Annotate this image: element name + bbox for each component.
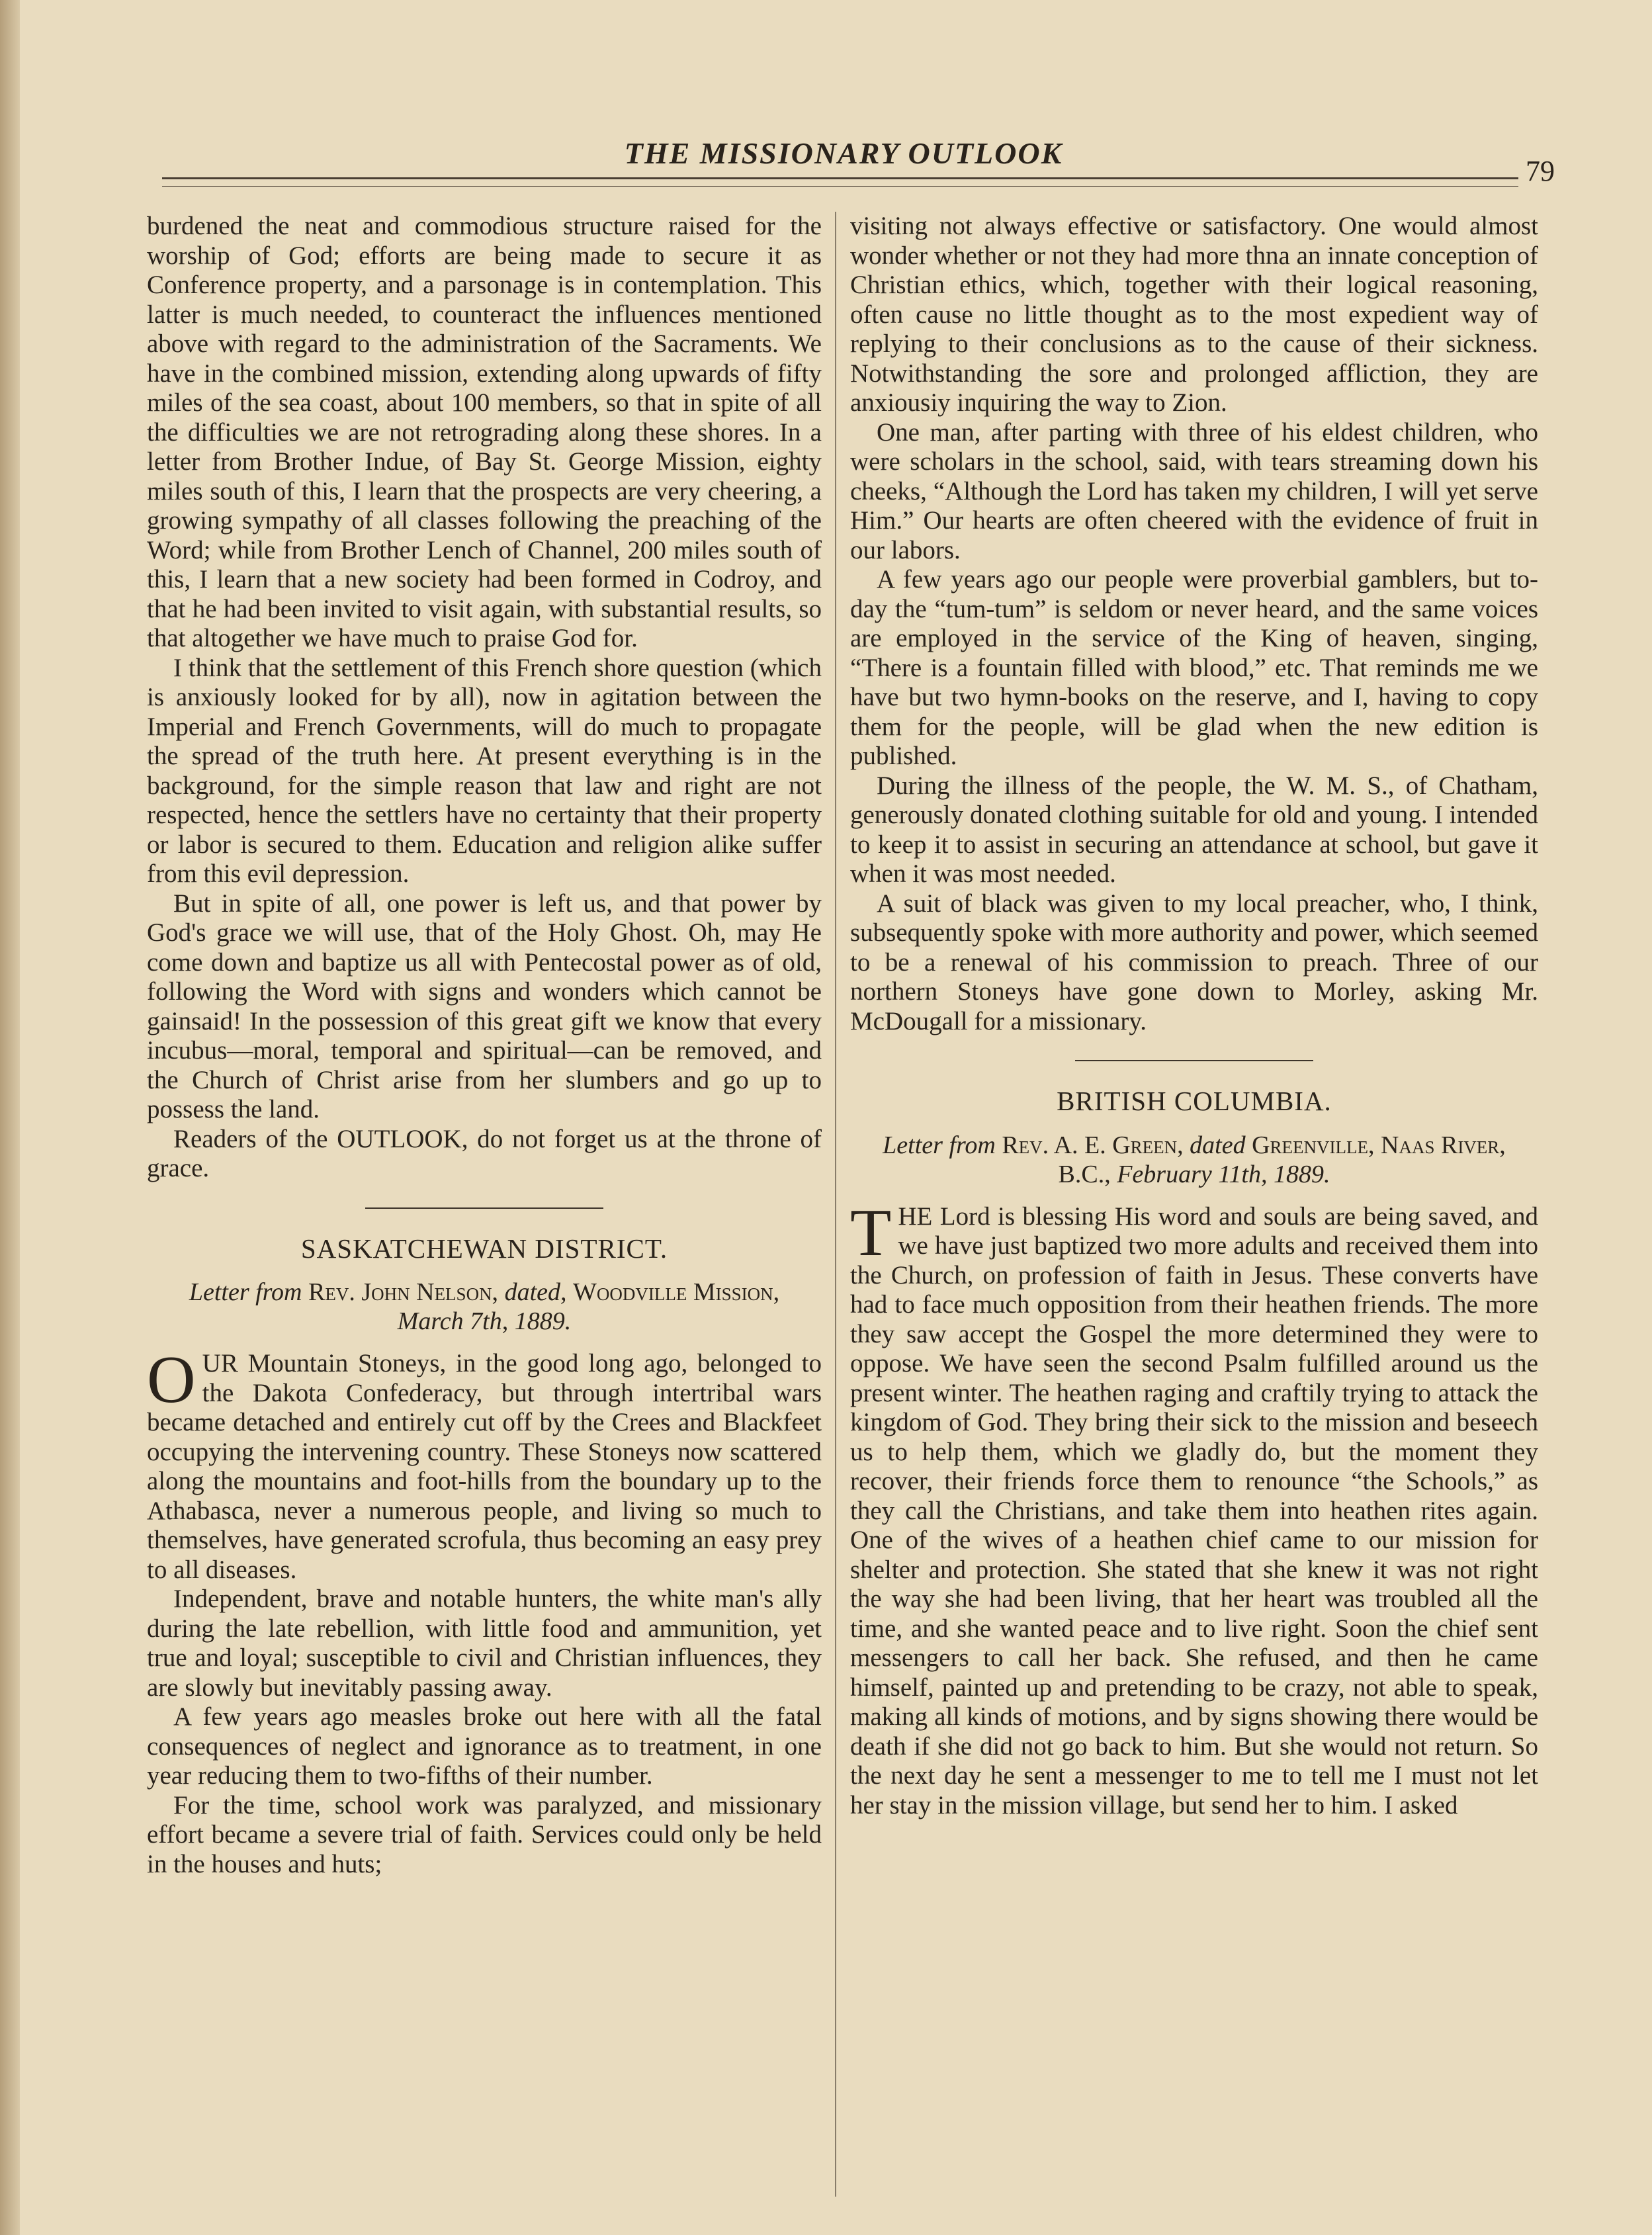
- right-column: [850, 212, 1538, 2210]
- paragraph: Independent, brave and notable hunters, the white man's ally during the late rebellion, with little food and ammunition, yet true and loyal; susceptible to civil and Christian influences, they are slowly but inevitably passing away.: [147, 1585, 822, 1702]
- paragraph: A few years ago our people were proverbial gamblers, but to-day the “tum-tum” is seldom or never heard, and the same voices are employed in the service of the King of heaven, singing, “There is a fountain filled with blood,” etc. That reminds me we have but two hymn-books on the reserve, and I, having to copy them for the people, will be glad when the new edition is published.: [850, 565, 1538, 770]
- paragraph: visiting not always effective or satisfactory. One would almost wonder whether or not they had more thna an innate conception of Christian ethics, which, together with their logical reasoning, often cause no little thought as to the most expedient way of replying to their conclusions as to the cause of their sickness. Notwithstanding the sore and prolonged affliction, they are anxiousiy inquiring the way to Zion.: [850, 212, 1538, 417]
- paragraph: I think that the settlement of this French shore question (which is anxiously looked for by all), now in agitation between the Imperial and French Governments, will do much to propagate the spread of the truth here. At present everything is in the background, for the simple reason that law and right are not respected, hence the settlers have no certainty that their property or labor is secured to them. Education and religion alike suffer from this evil depression.: [147, 653, 822, 888]
- letter-author: Rev. A. E. Green,: [1002, 1131, 1184, 1159]
- paragraph: A few years ago measles broke out here with all the fatal consequences of neglect and ignorance as to treatment, in one year reducing them to two-fifths of their number.: [147, 1702, 822, 1790]
- paragraph: For the time, school work was paralyzed, and missionary effort became a severe trial of faith. Services could only be held in the houses and huts;: [147, 1790, 822, 1878]
- section-title: BRITISH COLUMBIA.: [1057, 1086, 1332, 1116]
- letter-heading: [857, 1131, 1532, 1189]
- letter-place: Woodville Mission,: [573, 1278, 780, 1306]
- letter-place: Greenville, Naas River, B.C.,: [1058, 1131, 1506, 1188]
- header-rule: [162, 177, 1518, 187]
- paragraph: Readers of the OUTLOOK, do not forget us at the throne of grace.: [147, 1124, 822, 1182]
- paragraph: burdened the neat and commodious structure raised for the worship of God; efforts are being made to secure it as Conference property, and a parsonage is in contemplation. This latter is much needed, to counteract the influences mentioned above with regard to the administration of the Sacraments. We have in the combined mission, extending along upwards of fifty miles of the sea coast, about 100 members, so that in spite of all the difficulties we are not retrograding along these shores. In a letter from Brother Indue, of Bay St. George Mission, eighty miles south of this, I learn that the prospects are very cheering, a growing sympathy of all classes following the preaching of the Word; while from Brother Lench of Channel, 200 miles south of this, I learn that a new society had been formed in Codroy, and that he had been invited to visit again, with substantial results, so that altogether we have much to praise God for.: [147, 212, 822, 652]
- paragraph-text: UR Mountain Stoneys, in the good long ago, belonged to the Dakota Confederacy, but through intertribal wars became detached and entirely cut off by the Crees and Blackfeet occupying the intervening country. These Stoneys now scattered along the mountains and foot-hills from the boundary up to the Athabasca, never a numerous people, and living so much to themselves, have generated scrofula, thus becoming an easy prey to all diseases.: [147, 1349, 822, 1584]
- left-column: [147, 212, 822, 2210]
- section-divider: [365, 1207, 603, 1209]
- paragraph: But in spite of all, one power is left us, and that power by God's grace we will use, that of the Holy Ghost. Oh, may He come down and baptize us all with Pentecostal power as of old, following the Word with signs and wonders which cannot be gainsaid! In the possession of this great gift we know that every incubus—moral, temporal and spiritual—can be removed, and the Church of Christ arise from her slumbers and go up to possess the land.: [147, 889, 822, 1123]
- paragraph: One man, after parting with three of his eldest children, who were scholars in the school, said, with tears streaming down his cheeks, “Although the Lord has taken my children, I will yet serve Him.” Our hearts are often cheered with the evidence of fruit in our labors.: [850, 417, 1538, 564]
- letter-heading: [153, 1278, 815, 1336]
- letter-author: Rev. John Nelson,: [308, 1278, 499, 1306]
- paragraph-text: HE Lord is blessing His word and souls are being saved, and we have just baptized two more adults and received them into the Church, on profession of faith in Jesus. These converts have had to face much opposition from their heathen friends. The more they saw accept the Gospel the more determined they were to oppose. We have seen the second Psalm fulfilled around us the present winter. The heathen raging and craftily trying to attack the kingdom of God. They bring their sick to the mission and beseech us to help them, which we gladly do, but the moment they recover, their friends force them to renounce “the Schools,” as they call the Christians, and take them into heathen rites again. One of the wives of a heathen chief came to our mission for shelter and protection. She stated that she knew it was not right the way she had been living, that her heart was troubled all the time, and she wanted peace and to live right. Soon the chief sent messengers to call her back. She refused, and then he came himself, painted up and pretending to be crazy, not able to speak, making all kinds of motions, and by signs showing there would be death if she did not go back to him. But she would not return. So the next day he sent a messenger to me to tell me I must not let her stay in the mission village, but send her to him. I asked: [850, 1202, 1538, 1819]
- paragraph: [147, 1342, 822, 1585]
- section-title: SASKATCHEWAN DISTRICT.: [300, 1233, 668, 1264]
- letter-date: March 7th, 1889.: [397, 1307, 572, 1335]
- column-divider: [835, 212, 836, 2197]
- drop-cap: T: [850, 1195, 892, 1270]
- paragraph: [850, 1195, 1538, 1821]
- publication-title: THE MISSIONARY OUTLOOK: [624, 136, 1063, 170]
- drop-cap: O: [147, 1342, 196, 1417]
- letter-date: February 11th, 1889.: [1117, 1160, 1330, 1188]
- letter-dated: dated: [1190, 1131, 1246, 1159]
- paragraph: A suit of black was given to my local preacher, who, I think, subsequently spoke with more authority and power, which seemed to be a renewal of his commission to preach. Three of our northern Stoneys have gone down to Morley, asking Mr. McDougall for a missionary.: [850, 889, 1538, 1035]
- page-number: 79: [1526, 155, 1555, 187]
- letter-dated: dated,: [504, 1278, 567, 1306]
- letter-intro: Letter from: [189, 1278, 302, 1306]
- section-divider: [1075, 1060, 1313, 1061]
- letter-intro: Letter from: [883, 1131, 996, 1159]
- page-binding-edge: [0, 0, 20, 2235]
- paragraph: During the illness of the people, the W. M. S., of Chatham, generously donated clothing suitable for old and young. I intended to keep it to assist in securing an attendance at school, but gave it when it was most needed.: [850, 771, 1538, 888]
